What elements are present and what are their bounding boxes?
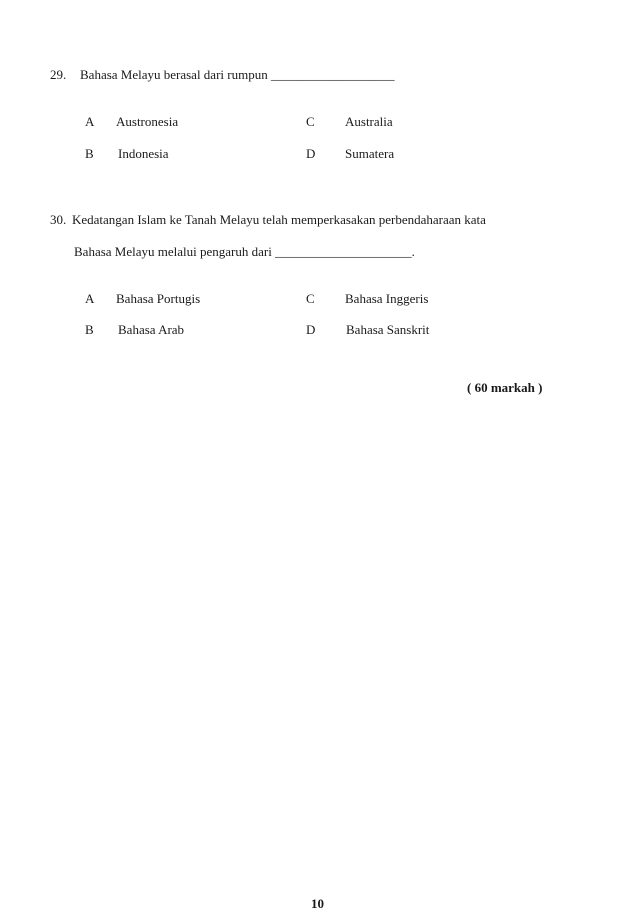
question-29-number: 29. [50, 67, 67, 82]
q30-option-b-text: Bahasa Arab [118, 322, 185, 337]
question-30-stem-line1: Kedatangan Islam ke Tanah Melayu telah memperkasakan perbendaharaan kata [72, 212, 486, 227]
q30-option-d-letter: D [306, 322, 316, 337]
q30-option-a-letter: A [85, 291, 95, 306]
q30-option-d-text: Bahasa Sanskrit [346, 322, 430, 337]
q29-option-a-text: Austronesia [116, 114, 179, 129]
q29-option-a-letter: A [85, 114, 95, 129]
page-number: 10 [311, 896, 324, 911]
question-29-stem: Bahasa Melayu berasal dari rumpun ___________________ [80, 67, 395, 82]
q30-option-c-letter: C [306, 291, 315, 306]
q29-option-c-text: Australia [345, 114, 393, 129]
total-marks: ( 60 markah ) [467, 380, 543, 395]
q29-option-c-letter: C [306, 114, 315, 129]
q29-option-b-letter: B [85, 146, 94, 161]
q30-option-b-letter: B [85, 322, 94, 337]
q29-option-d-letter: D [306, 146, 316, 161]
q29-option-b-text: Indonesia [118, 146, 169, 161]
q30-option-a-text: Bahasa Portugis [116, 291, 201, 306]
q30-option-c-text: Bahasa Inggeris [345, 291, 429, 306]
question-30-stem-line2: Bahasa Melayu melalui pengaruh dari _____________________. [74, 244, 415, 259]
q29-option-d-text: Sumatera [345, 146, 395, 161]
question-30-number: 30. [50, 212, 67, 227]
